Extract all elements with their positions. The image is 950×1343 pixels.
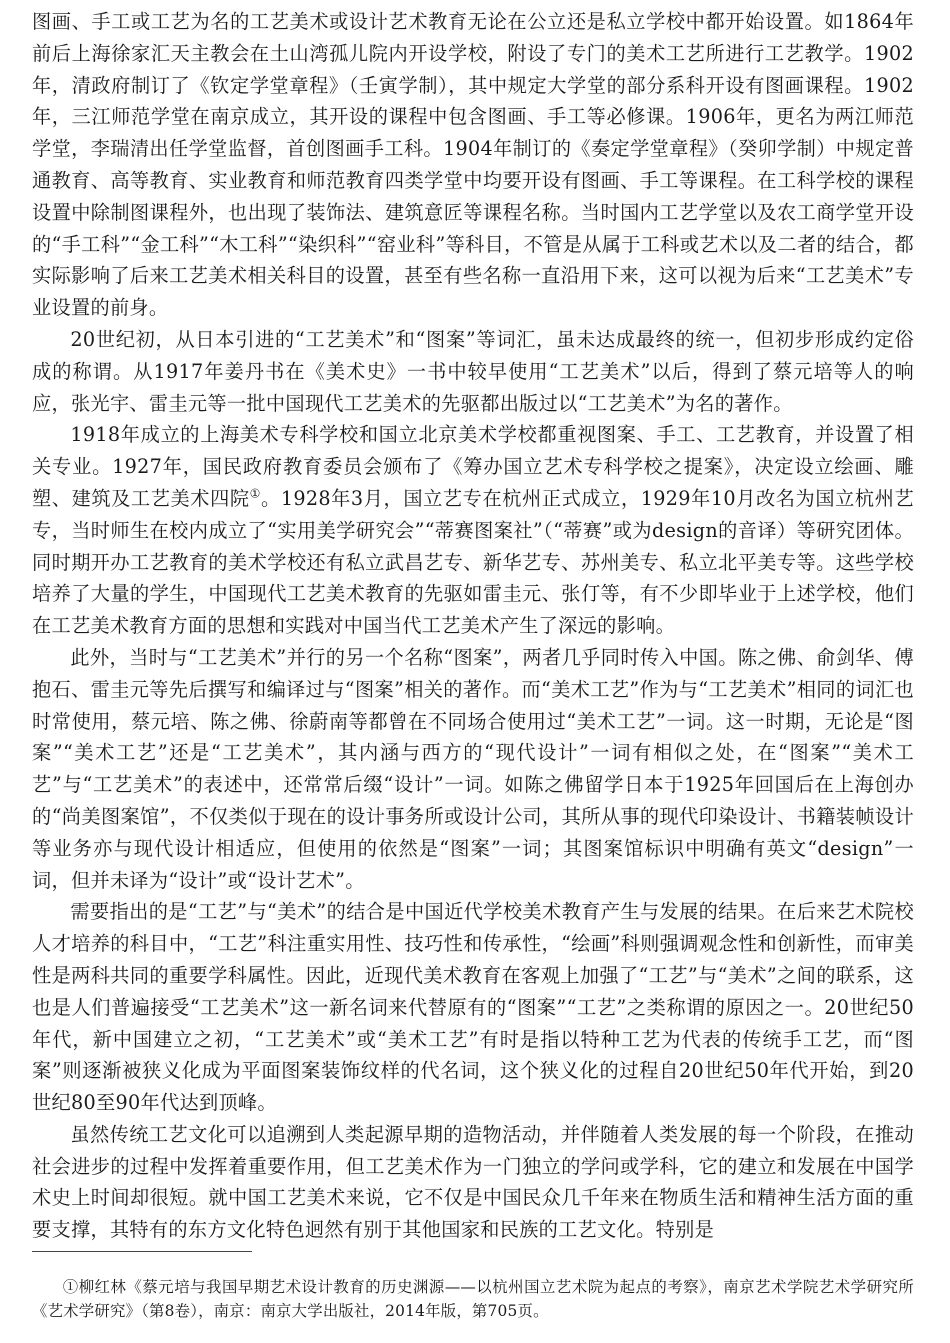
paragraph-1: 图画、手工或工艺为名的工艺美术或设计艺术教育无论在公立还是私立学校中都开始设置。如1864年前后上海徐家汇天主教会在土山湾孤儿院内开设学校，附设了专门的美术工艺所进行工艺教学。1902年，清政府制订了《钦定学堂章程》（壬寅学制），其中规定大学堂的部分系科开设有图画课程。1902年，三江师范学堂在南京成立，其开设的课程中包含图画、手工等必修课。1906年，更名为两江师范学堂，李瑞清出任学堂监督，首创图画手工科。1904年制订的《奏定学堂章程》（癸卯学制）中规定普通教育、高等教育、实业教育和师范教育四类学堂中均要开设有图画、手工等课程。在工科学校的课程设置中除制图课程外，也出现了装饰法、建筑意匠等课程名称。当时国内工艺学堂以及农工商学堂开设的“手工科”“金工科”“木工科”“染织科”“窑业科”等科目，不管是从属于工科或艺术以及二者的结合，都实际影响了后来工艺美术相关科目的设置，甚至有些名称一直沿用下来，这可以视为后来“工艺美术”专业设置的前身。 (32, 10, 914, 320)
paragraph-2: 20世纪初，从日本引进的“工艺美术”和“图案”等词汇，虽未达成最终的统一，但初步形成约定俗成的称谓。从1917年姜丹书在《美术史》一书中较早使用“工艺美术”以后，得到了蔡元培等人的响应，张光宇、雷圭元等一批中国现代工艺美术的先驱都出版过以“工艺美术”为名的著作。 (32, 327, 914, 415)
paragraph-4: 此外，当时与“工艺美术”并行的另一个名称“图案”，两者几乎同时传入中国。陈之佛、俞剑华、傅抱石、雷圭元等先后撰写和编译过与“图案”相关的著作。而“美术工艺”作为与“工艺美术”相同的词汇也时常使用，蔡元培、陈之佛、徐蔚南等都曾在不同场合使用过“美术工艺”一词。这一时期，无论是“图案”“美术工艺”还是“工艺美术”，其内涵与西方的“现代设计”一词有相似之处，在“图案”“美术工艺”与“工艺美术”的表述中，还常常后缀“设计”一词。如陈之佛留学日本于1925年回国后在上海创办的“尚美图案馆”，不仅类似于现在的设计事务所或设计公司，其所从事的现代印染设计、书籍装帧设计等业务亦与现代设计相适应，但使用的依然是“图案”一词；其图案馆标识中明确有英文“design”一词，但并未译为“设计”或“设计艺术”。 (32, 645, 914, 892)
footnote-divider (32, 1251, 252, 1252)
paragraph-3-text-before-note: 1918年成立的上海美术专科学校和国立北京美术学校都重视图案、手工、工艺教育，并设置了相关专业。1927年，国民政府教育委员会颁布了《筹办国立艺术专科学校之提案》，决定设立绘画、雕塑、建筑及工艺美术四院 (32, 423, 914, 510)
footnote-reference: ① (249, 486, 262, 501)
paragraph-3-text-after-note: 。1928年3月，国立艺专在杭州正式成立，1929年10月改名为国立杭州艺专，当时师生在校内成立了“实用美学研究会”“蒂赛图案社”（“蒂赛”或为design的音译）等研究团体。同时期开办工艺教育的美术学校还有私立武昌艺专、新华艺专、苏州美专、私立北平美专等。这些学校培养了大量的学生，中国现代工艺美术教育的先驱如雷圭元、张仃等，有不少即毕业于上述学校，他们在工艺美术教育方面的思想和实践对中国当代工艺美术产生了深远的影响。 (32, 486, 914, 638)
body-text (32, 6, 914, 1246)
paragraph-6: 虽然传统工艺文化可以追溯到人类起源早期的造物活动，并伴随着人类发展的每一个阶段，在推动社会进步的过程中发挥着重要作用，但工艺美术作为一门独立的学问或学科，它的建立和发展在中国学术史上时间却很短。就中国工艺美术来说，它不仅是中国民众几千年来在物质生活和精神生活方面的重要支撑，其特有的东方文化特色迥然有别于其他国家和民族的工艺文化。特别是 (32, 1122, 914, 1242)
footnote: ①柳红林《蔡元培与我国早期艺术设计教育的历史渊源——以杭州国立艺术院为起点的考察》，南京艺术学院艺术学研究所《艺术学研究》（第8卷），南京：南京大学出版社，2014年版，第705页。 (32, 1278, 914, 1320)
paragraph-5: 需要指出的是“工艺”与“美术”的结合是中国近代学校美术教育产生与发展的结果。在后来艺术院校人才培养的科目中，“工艺”科注重实用性、技巧性和传承性，“绘画”科则强调观念性和创新性，而审美性是两科共同的重要学科属性。因此，近现代美术教育在客观上加强了“工艺”与“美术”之间的联系，这也是人们普遍接受“工艺美术”这一新名词来代替原有的“图案”“工艺”之类称谓的原因之一。20世纪50年代，新中国建立之初，“工艺美术”或“美术工艺”有时是指以特种工艺为代表的传统手工艺，而“图案”则逐渐被狭义化成为平面图案装饰纹样的代名词，这个狭义化的过程自20世纪50年代开始，到20世纪80至90年代达到顶峰。 (32, 900, 914, 1115)
paragraph-3 (32, 419, 914, 642)
